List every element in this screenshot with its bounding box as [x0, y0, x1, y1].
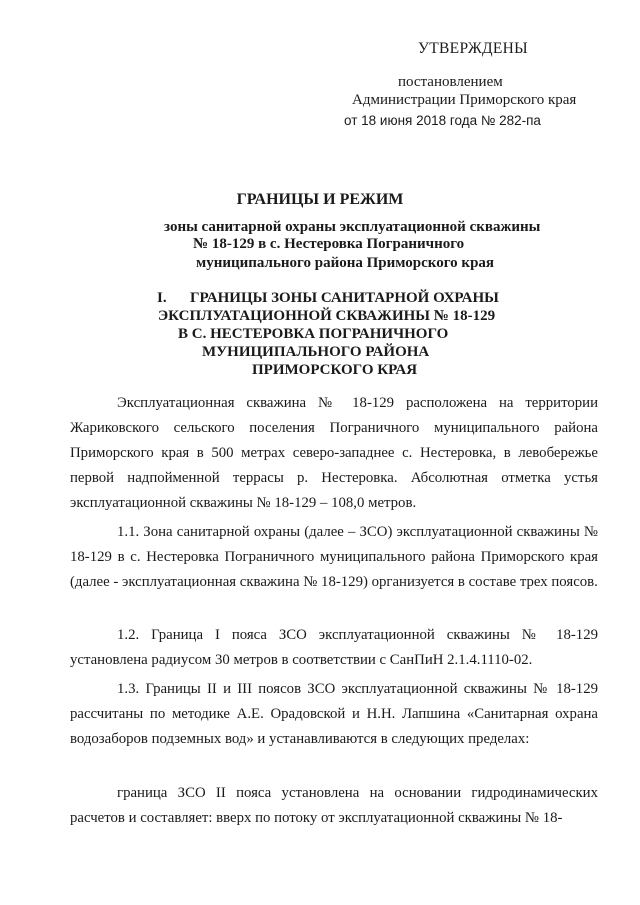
- section-title-line-3: В С. НЕСТЕРОВКА ПОГРАНИЧНОГО: [178, 326, 449, 342]
- document-subtitle-line-1: зоны санитарной охраны эксплуатационной скважины: [164, 219, 541, 235]
- paragraph-1-2: [70, 623, 598, 673]
- paragraph-text: 1.3. Границы II и III поясов ЗСО эксплуатационной скважины № 18-129 рассчитаны по методике А.Е. Орадовской и Н.Н. Лапшина «Санитарная охрана водозаборов подземных вод» и устанавливаются в следующих пределах:: [70, 681, 598, 747]
- approval-line-2: Администрации Приморского края: [352, 92, 577, 108]
- paragraph-zone-ii: [70, 781, 598, 831]
- paragraph-1-3: [70, 677, 598, 752]
- section-title-line-5: ПРИМОРСКОГО КРАЯ: [252, 362, 418, 378]
- approval-line-1: постановлением: [398, 74, 503, 90]
- section-title-line-1: ГРАНИЦЫ ЗОНЫ САНИТАРНОЙ ОХРАНЫ: [190, 290, 499, 306]
- document-title: ГРАНИЦЫ И РЕЖИМ: [236, 191, 404, 208]
- paragraph-text: 1.2. Граница I пояса ЗСО эксплуатационной скважины № 18-129 установлена радиусом 30 метров в соответствии с СанПиН 2.1.4.1110-02.: [70, 627, 598, 668]
- section-title-line-4: МУНИЦИПАЛЬНОГО РАЙОНА: [202, 344, 430, 360]
- paragraph-intro: [70, 391, 598, 516]
- approval-title: УТВЕРЖДЕНЫ: [418, 40, 528, 57]
- approval-date-number: от 18 июня 2018 года № 282-па: [344, 113, 541, 128]
- paragraph-1-1: [70, 520, 598, 595]
- paragraph-text: Эксплуатационная скважина № 18-129 расположена на территории Жариковского сельского поселения Пограничного муниципального района Приморского края в 500 метрах северо-западнее с. Нестеровка, в левобережье первой надпойменной террасы р. Нестеровка. Абсолютная отметка устья эксплуатационной скважины № 18-129 – 108,0 метров.: [70, 395, 598, 511]
- document-subtitle-line-2: № 18-129 в с. Нестеровка Пограничного: [193, 236, 465, 252]
- document-subtitle-line-3: муниципального района Приморского края: [196, 255, 495, 271]
- paragraph-text: 1.1. Зона санитарной охраны (далее – ЗСО) эксплуатационной скважины № 18-129 в с. Нестеровка Пограничного муниципального района Приморского края (далее - эксплуатационная скважина № 18-129) организуется в составе трех поясов.: [70, 524, 598, 590]
- section-number: I.: [157, 290, 167, 306]
- paragraph-text: граница ЗСО II пояса установлена на основании гидродинамических расчетов и составляет: вверх по потоку от эксплуатационной скважины № 18-: [70, 785, 598, 826]
- section-title-line-2: ЭКСПЛУАТАЦИОННОЙ СКВАЖИНЫ № 18-129: [158, 308, 496, 324]
